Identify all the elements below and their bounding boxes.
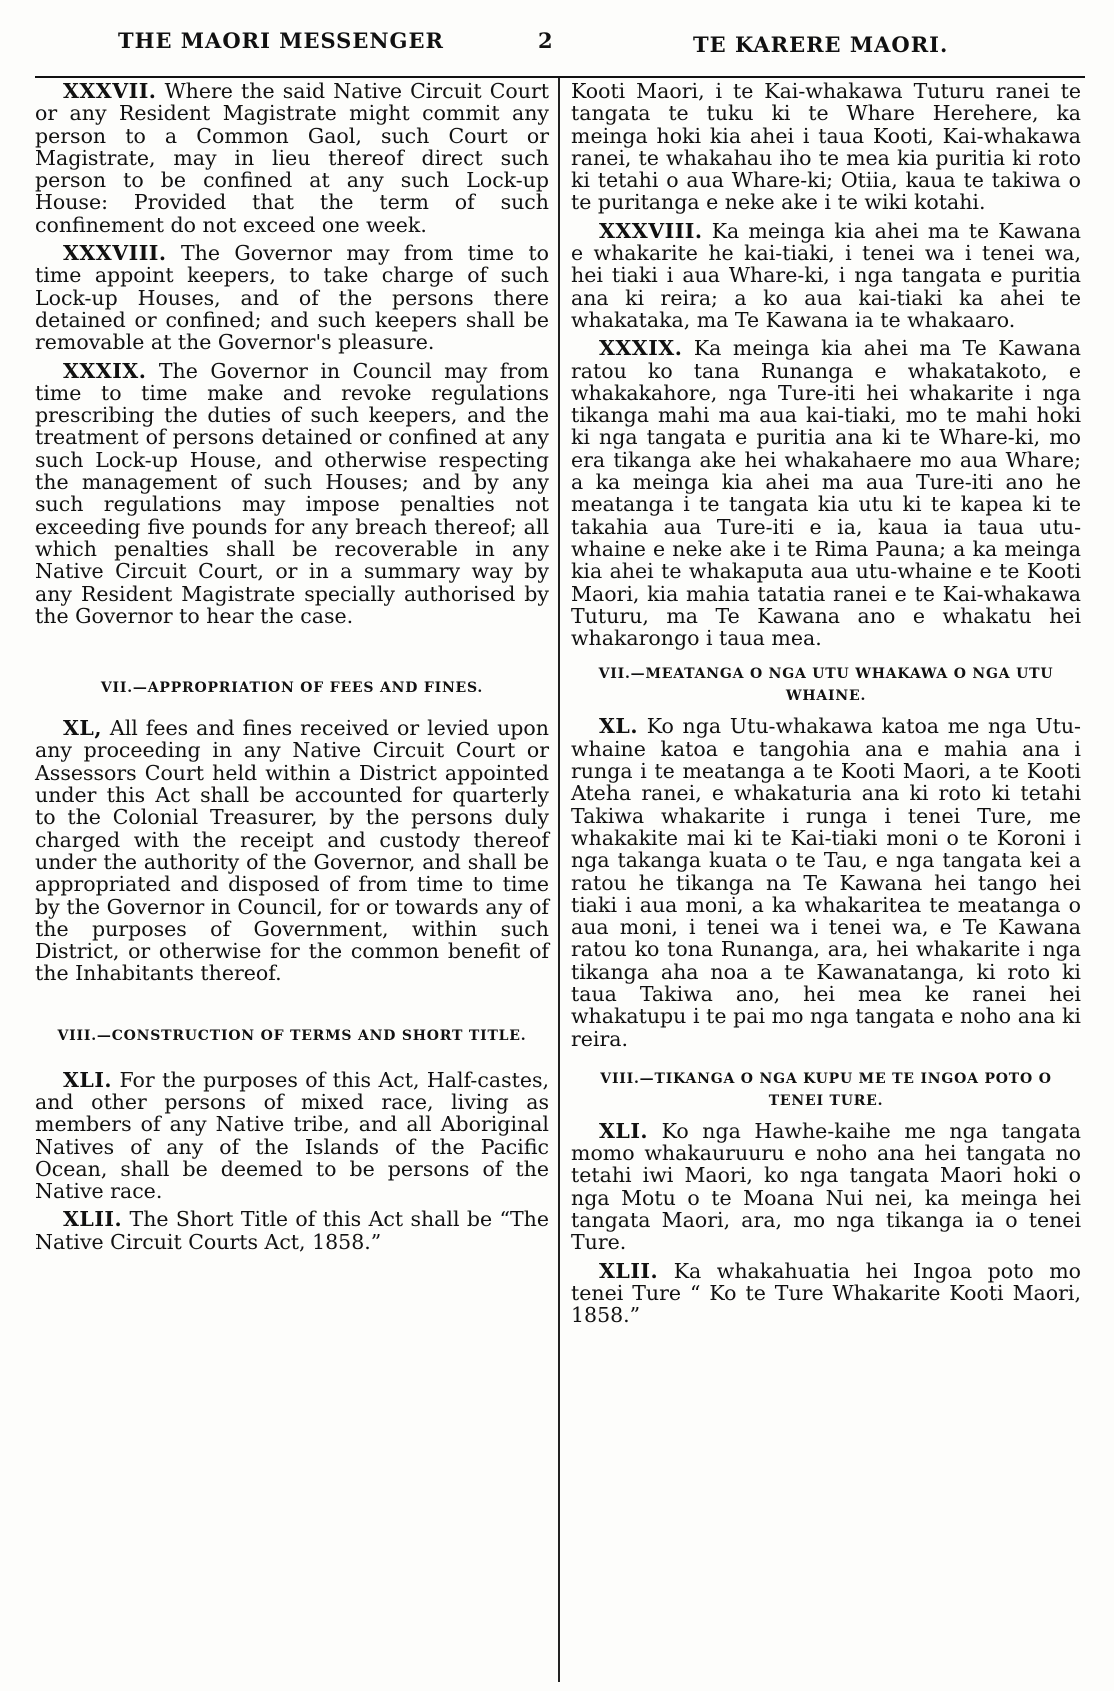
section-text: Ka whakahuatia hei Ingoa poto mo tenei Ture “ Ko te Ture Whakarite Kooti Maori, 1858.” [571, 1258, 1081, 1328]
masthead [0, 28, 1114, 58]
heading-part-8-en: VIII.—CONSTRUCTION OF TERMS AND SHORT TITLE. [57, 1027, 527, 1044]
section-number: XXXVIII. [63, 241, 167, 266]
english-title: THE MAORI MESSENGER [118, 28, 444, 53]
section-number: XXXIX. [63, 358, 147, 383]
section-39-mi [571, 337, 1081, 649]
section-40-mi [571, 715, 1081, 1049]
column-divider [558, 78, 560, 1682]
spacer [571, 1056, 1081, 1068]
section-text: The Short Title of this Act shall be “The Native Circuit Courts Act, 1858.” [35, 1207, 549, 1254]
spacer [35, 991, 549, 1025]
heading-part-8-mi: VIII.—TIKANGA O NGA KUPU ME TE INGOA POTO O TENEI TURE. [600, 1070, 1052, 1109]
section-number: XLI. [599, 1118, 649, 1143]
section-text: The Governor may from time to time appoint keepers, to take charge of such Lock-up Houses, and of the persons there detained or confined; and such keepers shall be removable at the Governor's pleasure. [35, 241, 549, 355]
section-number: XLI. [63, 1067, 113, 1092]
section-number: XXXIX. [599, 336, 683, 361]
section-number: XLII. [599, 1258, 659, 1283]
section-number: XXXVIII. [599, 218, 703, 243]
section-text: Kooti Maori, i te Kai-whakawa Tuturu ranei te tangata te tuku ki te Whare Herehere, ka meinga hoki kia ahei i taua Kooti, Kai-whakawa ranei, te whakahau iho te mea kia puritia ki roto ki tetahi o aua Whare-ki; Otiia, kaua te takiwa o te puritanga e neke ake i te wiki kotahi. [571, 79, 1081, 215]
spacer [571, 655, 1081, 663]
section-41-mi [571, 1120, 1081, 1254]
section-text: For the purposes of this Act, Half-castes, and other persons of mixed race, living as members of any Native tribe, and all Aboriginal Natives of any of the Islands of the Pacific Ocean, shall be deemed to be persons of the Native race. [35, 1067, 549, 1204]
section-38-mi [571, 220, 1081, 331]
spacer [35, 699, 549, 717]
section-text: Ko nga Hawhe-kaihe me nga tangata momo whakauruuru e noho ana hei tangata no tetahi iwi Maori, ko nga tangata Maori hoki o nga Motu o te Moana Nui nei, ka meinga hei tangata Maori, ara, mo nga tikanga ia o tenei Ture. [571, 1118, 1081, 1255]
section-number: XL, [63, 716, 102, 741]
english-column [35, 80, 549, 1259]
section-text: Ka meinga kia ahei ma Te Kawana ratou ko tana Runanga e whakatakoto, e whakakahore, nga Ture-iti hei whakarite i nga tikanga mahi ma aua kai-tiaki, mo te mahi hoki ki nga tangata e puritia ana ki te Whare-ki, mo era tikanga ake hei whakahaere mo aua Whare; a ka meinga kia ahei ma aua Ture-iti ano he meatanga i te tangata kia utu ki te kapea ki te takahia aua Ture-iti e ia, kaua ia taua utu-whaine e neke ake i te Rima Pauna; a ka meinga kia ahei te whakaputa aua utu-whaine e te Kooti Maori, kia mahia tatatia ranei e te Kai-whakawa Tuturu, ma Te Kawana ano e whakatu hei whakarongo i taua mea. [571, 336, 1081, 651]
section-number: XL. [599, 714, 638, 739]
heading-part-7-mi: VII.—MEATANGA O NGA UTU WHAKAWA O NGA UTU WHAINE. [598, 666, 1054, 705]
section-42-en [35, 1208, 549, 1253]
section-38-en [35, 242, 549, 353]
maori-column [571, 80, 1081, 1333]
section-number: XLII. [63, 1207, 123, 1232]
section-text: All fees and fines received or levied upon any proceeding in any Native Circuit Court or Assessors Court held within a District appointed under this Act shall be accounted for quarterly to the Colonial Treasurer, by the persons duly charged with the receipt and custody thereof under the authority of the Governor, and shall be appropriated and disposed of from time to time by the Governor in Council, for or towards any of the purposes of Government, within such District, or otherwise for the common benefit of the Inhabitants thereof. [35, 716, 549, 986]
section-text: Ka meinga kia ahei ma te Kawana e whakarite he kai-tiaki, i tenei wa i tenei wa, hei tiaki i aua Whare-ki, i nga tangata e puritia ana ki reira; a ko aua kai-tiaki ka ahei te whakataka, ma Te Kawana ia te whakaaro. [571, 218, 1081, 332]
section-41-en [35, 1069, 549, 1203]
spacer [35, 1047, 549, 1069]
maori-title: TE KARERE MAORI. [693, 32, 949, 57]
section-text: The Governor in Council may from time to time make and revoke regulations prescribing the duties of such keepers, and the treatment of persons detained or confined at any such Lock-up House, and otherwise respecting the management of such Houses; and by any such regulations may impose penalties not exceeding five pounds for any breach thereof; all which penalties shall be recoverable in any Native Circuit Court, or in a summary way by any Resident Magistrate specially authorised by the Governor to hear the case. [35, 358, 549, 628]
section-number: XXXVII. [63, 79, 157, 103]
section-text: Where the said Native Circuit Court or any Resident Magistrate might commit any person to a Common Gaol, such Court or Magistrate, may in lieu thereof direct such person to be confined at any such Lock-up House: Provided that the term of such confinement do not exceed one week. [35, 79, 549, 237]
section-37-mi-continued [571, 80, 1081, 214]
page-number: 2 [538, 28, 554, 53]
section-37-en [35, 80, 549, 236]
section-40-en [35, 717, 549, 985]
spacer [35, 633, 549, 677]
header-rule [35, 76, 1085, 78]
section-42-mi [571, 1260, 1081, 1327]
section-text: Ko nga Utu-whakawa katoa me nga Utu-whaine katoa e tangohia ana e mahia ana i runga i te meatanga a te Kooti Maori, a te Kooti Ateha ranei, e whakaturia ana ki roto ki tetahi Takiwa whakarite i runga i tenei Ture, me whakakite mai ki te Kai-tiaki moni o te Koroni i nga takanga kuata o te Tau, e nga tangata kei a ratou he tikanga na Te Kawana hei tango hei tiaki i aua moni, a ka whakaritea te meatanga o aua moni, i tenei wa i tenei wa, e Te Kawana ratou ko tona Runanga, ara, hei whakarite i nga tikanga aha noa a te Kawanatanga, ki roto ki taua Takiwa ano, hei mea ke ranei hei whakatupu i te pai mo nga tangata e noho ana ki reira. [571, 714, 1081, 1051]
section-39-en [35, 360, 549, 628]
heading-part-7-en: VII.—APPROPRIATION OF FEES AND FINES. [100, 680, 484, 697]
